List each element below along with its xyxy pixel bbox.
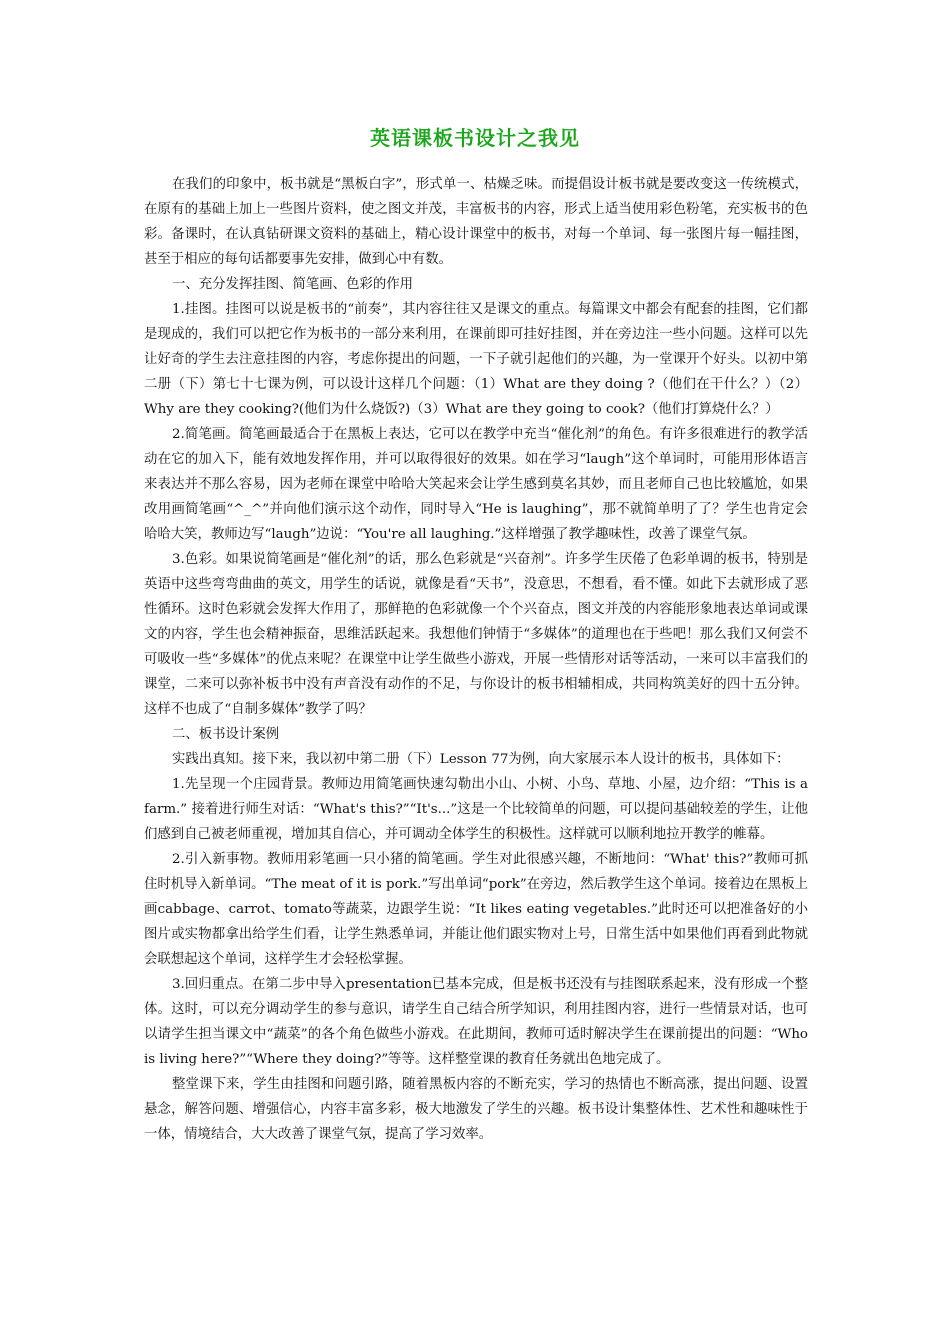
paragraph-stick-drawing: 2.简笔画。简笔画最适合于在黑板上表达，它可以在教学中充当“催化剂”的角色。有许多很难进行的教学活动在它的加入下，能有效地发挥作用，并可以取得很好的效果。如在学习“laugh”这个单词时，可能用形体语言来表达并不那么容易，因为老师在课堂中哈哈大笑起来会让学生感到莫名其妙，而且老师自己也比较尴尬，如果改用画简笔画“^_^”并向他们演示这个动作，同时导入“He is laughing”，那不就简单明了了？学生也肯定会哈哈大笑，教师边写“laugh”边说：“You're all laughing.”这样增强了教学趣味性，改善了课堂气氛。 [144,427,808,542]
intro-paragraph: 在我们的印象中，板书就是“黑板白字”，形式单一、枯燥乏味。而提倡设计板书就是要改变这一传统模式，在原有的基础上加上一些图片资料，使之图文并茂，丰富板书的内容，形式上适当使用彩色粉笔，充实板书的色彩。备课时，在认真钻研课文资料的基础上，精心设计课堂中的板书，对每一个单词、每一张图片每一幅挂图，甚至于相应的每句话都要事先安排，做到心中有数。 [144,177,808,267]
paragraph-step-1: 1.先呈现一个庄园背景。教师边用简笔画快速勾勒出小山、小树、小鸟、草地、小屋，边介绍：“This is a farm.” 接着进行师生对话：“What's this?”“It's...”这是一个比较简单的问题，可以提问基础较差的学生，让他们感到自己被老师重视，增加其自信心，并可调动全体学生的积极性。这样就可以顺利地拉开教学的帷幕。 [144,777,808,842]
paragraph-wall-chart: 1.挂图。挂图可以说是板书的“前奏”，其内容往往又是课文的重点。每篇课文中都会有配套的挂图，它们都是现成的，我们可以把它作为板书的一部分来利用，在课前即可挂好挂图，并在旁边注一些小问题。这样可以先让好奇的学生去注意挂图的内容，考虑你提出的问题，一下子就引起他们的兴趣，为一堂课开个好头。以初中第二册（下）第七十七课为例，可以设计这样几个问题：（1）What are they doing ?（他们在干什么？）（2）Why are they cooking?(他们为什么烧饭?)（3）What are they going to cook?（他们打算烧什么？） [144,302,808,417]
paragraph-practice: 实践出真知。接下来，我以初中第二册（下）Lesson 77为例，向大家展示本人设计的板书，具体如下： [172,752,790,767]
page-title: 英语课板书设计之我见 [370,126,580,150]
paragraph-step-2: 2.引入新事物。教师用彩笔画一只小猪的简笔画。学生对此很感兴趣，不断地问：“What' this?”教师可抓住时机导入新单词。“The meat of it is pork.”写出单词“pork”在旁边，然后教学生这个单词。接着边在黑板上画cabbage、carrot、tomato等蔬菜，边跟学生说：“It likes eating vegetables.”此时还可以把准备好的小图片或实物都拿出给学生们看，让学生熟悉单词，并能让他们跟实物对上号，日常生活中如果他们再看到此物就会联想起这个单词，这样学生才会轻松掌握。 [144,852,808,967]
document-body [144,172,808,1147]
section-heading-1: 一、充分发挥挂图、简笔画、色彩的作用 [172,277,414,292]
paragraph-conclusion: 整堂课下来，学生由挂图和问题引路，随着黑板内容的不断充实，学习的热情也不断高涨，提出问题、设置悬念，解答问题、增强信心，内容丰富多彩，极大地激发了学生的兴趣。板书设计集整体性、艺术性和趣味性于一体，情境结合，大大改善了课堂气氛，提高了学习效率。 [144,1077,808,1142]
section-heading-2: 二、板书设计案例 [172,727,280,742]
paragraph-step-3: 3.回归重点。在第二步中导入presentation已基本完成，但是板书还没有与挂图联系起来，没有形成一个整体。这时，可以充分调动学生的参与意识，请学生自己结合所学知识，利用挂图内容，进行一些情景对话，也可以请学生担当课文中“蔬菜”的各个角色做些小游戏。在此期间，教师可适时解决学生在课前提出的问题：“Who is living here?”“Where they doing?”等等。这样整堂课的教育任务就出色地完成了。 [144,977,808,1067]
paragraph-color: 3.色彩。如果说简笔画是“催化剂”的话，那么色彩就是“兴奋剂”。许多学生厌倦了色彩单调的板书，特别是英语中这些弯弯曲曲的英文，用学生的话说，就像是看“天书”，没意思，不想看，看不懂。如此下去就形成了恶性循环。这时色彩就会发挥大作用了，那鲜艳的色彩就像一个个兴奋点，图文并茂的内容能形象地表达单词或课文的内容，学生也会精神振奋，思维活跃起来。我想他们钟情于“多媒体”的道理也在于些吧！那么我们又何尝不可吸收一些“多媒体”的优点来呢？在课堂中让学生做些小游戏，开展一些情形对话等活动，一来可以丰富我们的课堂，二来可以弥补板书中没有声音没有动作的不足，与你设计的板书相辅相成，共同构筑美好的四十五分钟。这样不也成了“自制多媒体”教学了吗？ [144,552,808,717]
